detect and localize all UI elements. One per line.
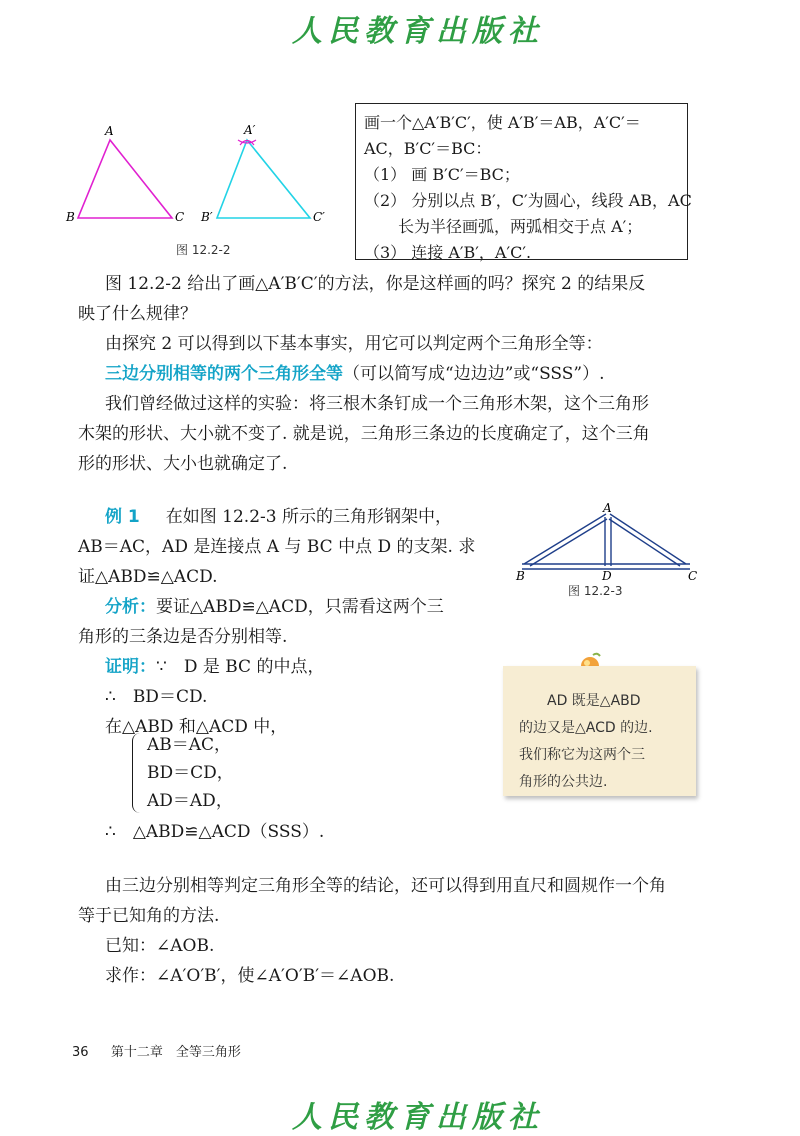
construction-steps-box <box>355 103 692 262</box>
para2: 由探究 2 可以得到以下基本事实，用它可以判定两个三角形全等： <box>105 334 603 354</box>
truss-right-beam <box>609 514 686 566</box>
theorem-line <box>105 360 605 388</box>
step-2-line-1: （2） 分别以点 B′，C′为圆心，线段 AB，AC <box>364 191 692 210</box>
example-line1 <box>105 503 452 531</box>
example-label: 例 1 <box>105 507 140 527</box>
truss-caption: 图 12.2-3 <box>568 584 623 598</box>
step-3: （3） 连接 A′B′，A′C′. <box>364 243 532 262</box>
proof-line1 <box>105 653 324 681</box>
triangle-abc-prime <box>217 140 310 218</box>
proof-label: 证明： <box>105 657 156 677</box>
theorem-highlight: 三边分别相等的两个三角形全等 <box>105 364 343 384</box>
system-brace <box>132 733 143 813</box>
label-b: B <box>66 210 75 224</box>
triangle-abc <box>78 140 172 218</box>
figure-caption: 图 12.2-2 <box>176 243 231 257</box>
example-line3: 证△ABD≌△ACD. <box>78 567 218 587</box>
theorem-rest: （可以简写成“边边边”或“SSS”）. <box>343 364 605 384</box>
page-number: 36 <box>72 1045 89 1060</box>
truss-label-b: B <box>516 569 525 583</box>
figure-12-2-3 <box>510 500 710 600</box>
page-footer <box>72 1041 241 1060</box>
note-line4: 角形的公共边. <box>519 774 608 790</box>
system-line2: BD＝CD， <box>147 763 234 783</box>
step-2-line-2: 长为半径画弧，两弧相交于点 A′； <box>398 217 643 236</box>
note-line1: AD 既是△ABD <box>547 693 641 709</box>
analysis-line2: 角形的三条边是否分别相等. <box>78 627 288 647</box>
arc-marks <box>238 140 256 145</box>
para3-line3: 形的形状、大小也就确定了. <box>78 454 288 474</box>
publisher-logo-footer: 人民教育出版社 <box>292 1100 544 1135</box>
label-b-prime: B′ <box>201 210 213 224</box>
example-line2: AB＝AC，AD 是连接点 A 与 BC 中点 D 的支架. 求 <box>78 537 476 557</box>
step-1: （1） 画 B′C′＝BC； <box>364 165 520 184</box>
given-line: 已知：∠AOB. <box>105 936 215 956</box>
proof-text1: ∵ D 是 BC 的中点， <box>156 657 325 677</box>
construct-line: 求作：∠A′O′B′，使∠A′O′B′＝∠AOB. <box>105 966 395 986</box>
analysis-label: 分析： <box>105 597 156 617</box>
analysis-text1: 要证△ABD≌△ACD，只需看这两个三 <box>156 597 444 617</box>
para1-line2: 映了什么规律？ <box>78 304 197 324</box>
label-c: C <box>175 210 185 224</box>
note-line3: 我们称它为这两个三 <box>519 747 645 763</box>
truss-label-c: C <box>688 569 698 583</box>
para1-line1: 图 12.2-2 给出了画△A′B′C′的方法，你是这样画的吗？探究 2 的结果反 <box>105 274 646 294</box>
proof-conclusion: ∴ △ABD≌△ACD（SSS）. <box>105 822 325 842</box>
label-a: A <box>105 124 114 138</box>
label-a-prime: A′ <box>244 123 256 137</box>
system-line1: AB＝AC， <box>147 735 232 755</box>
steps-intro-1: 画一个△A′B′C′，使 A′B′＝AB，A′C′＝ <box>364 113 641 132</box>
proof-line3: 在△ABD 和△ACD 中， <box>105 717 288 737</box>
proof-line2: ∴ BD＝CD. <box>105 687 208 707</box>
para4-line1: 由三边分别相等判定三角形全等的结论，还可以得到用直尺和圆规作一个角 <box>105 876 666 896</box>
publisher-logo-header: 人民教育出版社 <box>292 14 544 49</box>
steps-intro-2: AC，B′C′＝BC： <box>364 139 492 158</box>
sticky-note <box>503 666 696 796</box>
truss-left-beam <box>524 514 607 566</box>
system-line3: AD＝AD， <box>147 791 233 811</box>
example-text1: 在如图 12.2-3 所示的三角形钢架中， <box>165 507 452 527</box>
note-line2: 的边又是△ACD 的边. <box>519 720 653 736</box>
analysis-line1 <box>105 593 444 621</box>
para3-line1: 我们曾经做过这样的实验：将三根木条钉成一个三角形木架，这个三角形 <box>105 394 649 414</box>
para4-line2: 等于已知角的方法. <box>78 906 220 926</box>
figure-12-2-2 <box>60 120 350 270</box>
truss-label-a: A <box>603 501 612 515</box>
para3-line2: 木架的形状、大小就不变了. 就是说，三角形三条边的长度确定了，这个三角 <box>78 424 650 444</box>
label-c-prime: C′ <box>313 210 325 224</box>
chapter-title: 第十二章 全等三角形 <box>110 1045 241 1060</box>
truss-label-d: D <box>602 569 612 583</box>
truss-strut-ad <box>605 517 611 566</box>
